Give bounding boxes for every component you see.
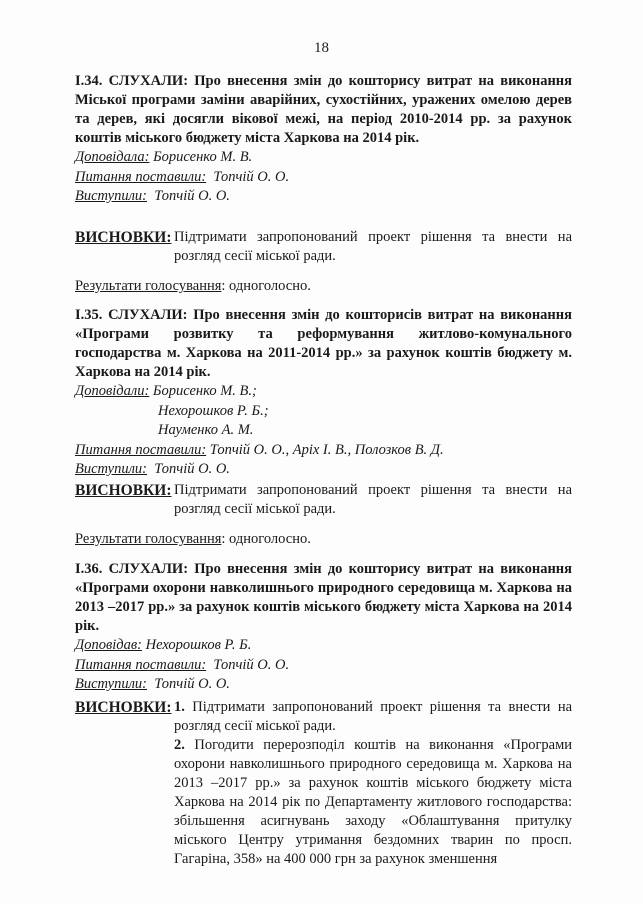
vote-label: Результати голосування <box>75 531 222 547</box>
section-i35 <box>75 306 572 480</box>
reporter-name: Нехорошков Р. Б. <box>145 637 252 653</box>
reporter-name: Борисенко М. В.; <box>152 383 257 399</box>
speakers-line <box>75 187 572 207</box>
reporter-label: Доповідав: <box>75 637 143 653</box>
conclusions-i34 <box>75 228 572 266</box>
reporter-line <box>75 148 572 168</box>
item-number: 1. <box>174 699 185 715</box>
questions-label: Питання поставили: <box>75 656 207 673</box>
speakers-label: Виступили: <box>75 676 147 692</box>
speakers-label: Виступили: <box>75 461 147 477</box>
questions-label: Питання поставили: <box>75 168 207 185</box>
vote-value: : одноголосно. <box>221 531 311 547</box>
speakers-names: Топчій О. О. <box>154 188 230 204</box>
item-text: Погодити перерозподіл коштів на виконання «Програми охорони навколишнього природного середовища м. Харкова на 2013 –2017 рр.» за рахунок коштів міського бюджету міста Харкова на 2014 рік по Департаменту житлового господарства: збільшення асигнувань заходу «Облаштування притулку міського Центру утримання бездомних тварин по просп. Гагаріна, 358» на 400 000 грн за рахунок зменшення <box>174 737 573 867</box>
conclusions-label: ВИСНОВКИ: <box>75 482 172 499</box>
conclusions-text: Підтримати запропонований проект рішення та внести на розгляд сесії міської ради. <box>174 482 572 517</box>
section-i36 <box>75 560 572 695</box>
questions-line <box>75 441 572 461</box>
reporter-line <box>75 382 572 402</box>
speakers-names: Топчій О. О. <box>154 461 230 477</box>
vote-result-i34 <box>75 277 311 296</box>
conclusions-item-2 <box>174 736 572 869</box>
vote-label: Результати голосування <box>75 278 222 294</box>
conclusions-i36 <box>75 698 572 869</box>
conclusions-i35 <box>75 481 572 519</box>
reporter-line <box>75 636 572 656</box>
conclusions-label: ВИСНОВКИ: <box>75 229 172 246</box>
item-number: 2. <box>174 737 185 753</box>
conclusions-text: Підтримати запропонований проект рішення та внести на розгляд сесії міської ради. <box>174 229 572 264</box>
questions-names: Топчій О. О. <box>213 656 290 673</box>
item-text: Підтримати запропонований проект рішення та внести на розгляд сесії міської ради. <box>174 699 573 734</box>
reporter-label: Доповідали: <box>75 383 150 399</box>
reporter-label: Доповідала: <box>75 149 150 165</box>
vote-result-i35 <box>75 530 311 549</box>
questions-names: Топчій О. О., Аріх І. В., Полозков В. Д. <box>209 441 444 458</box>
section-heading: І.34. СЛУХАЛИ: Про внесення змін до кошторису витрат на виконання Міської програми заміни аварійних, сухостійних, уражених омелою дерев та дерев, які досягли вікової межі, на період 2010-2014 рр. за рахунок коштів міського бюджету міста Харкова на 2014 рік. <box>75 73 572 146</box>
section-heading: І.35. СЛУХАЛИ: Про внесення змін до кошторисів витрат на виконання «Програми розвитку та реформування житлово-комунального господарства м. Харкова на 2011-2014 рр.» за рахунок коштів бюджету м. Харкова на 2014 рік. <box>75 307 572 380</box>
page-number: 18 <box>314 40 329 56</box>
conclusions-item-1 <box>174 698 572 736</box>
speakers-line <box>75 675 572 695</box>
speakers-label: Виступили: <box>75 188 147 204</box>
questions-line <box>75 656 572 676</box>
reporter-line: Науменко А. М. <box>158 422 254 438</box>
conclusions-label: ВИСНОВКИ: <box>75 699 172 716</box>
section-i34 <box>75 72 572 207</box>
section-heading: І.36. СЛУХАЛИ: Про внесення змін до кошторису витрат на виконання «Програми охорони навколишнього природного середовища м. Харкова на 2013 –2017 рр.» за рахунок коштів міського бюджету міста Харкова на 2014 рік. <box>75 561 572 634</box>
questions-names: Топчій О. О. <box>213 168 290 185</box>
reporter-line: Нехорошков Р. Б.; <box>158 402 269 419</box>
vote-value: : одноголосно. <box>221 278 311 294</box>
questions-label: Питання поставили: <box>75 441 207 458</box>
reporter-name: Борисенко М. В. <box>153 149 253 165</box>
speakers-line <box>75 460 572 480</box>
speakers-names: Топчій О. О. <box>154 676 230 692</box>
questions-line <box>75 168 572 188</box>
